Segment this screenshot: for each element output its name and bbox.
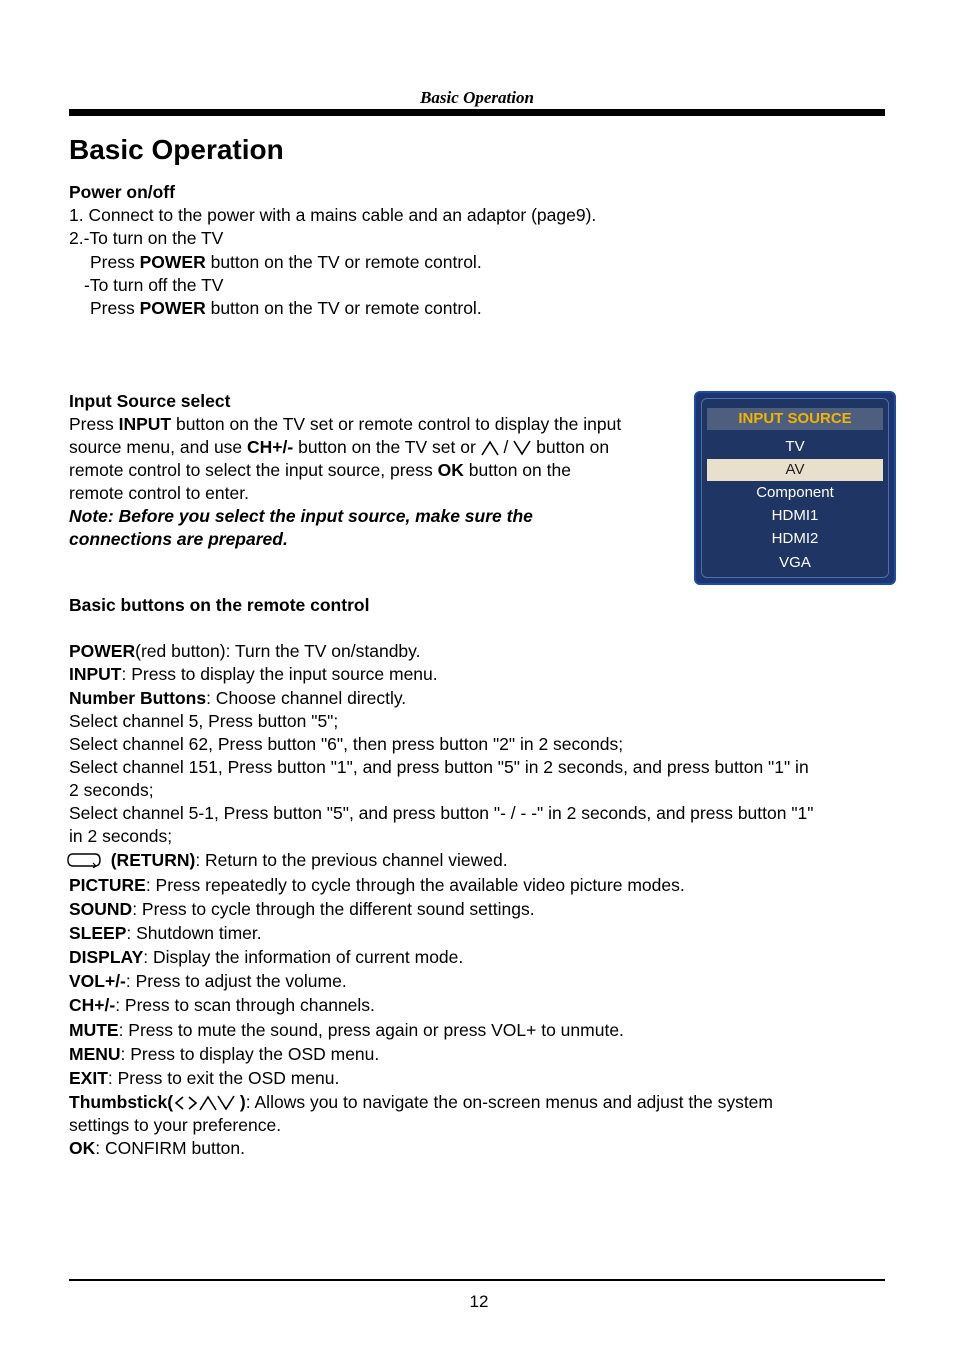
header-rule [69,109,885,116]
remote-thumbstick-cont: settings to your preference. [69,1115,282,1135]
up-arrow-icon [199,1095,217,1111]
osd-inner-frame [701,398,889,578]
remote-mute: MUTE: Press to mute the sound, press again or press VOL+ to unmute. [69,1020,624,1040]
remote-display: DISPLAY: Display the information of current mode. [69,947,464,967]
input-source-line-3: remote control to select the input source, press OK button on the [69,460,571,480]
remote-number-buttons: Number Buttons: Choose channel directly. [69,688,407,708]
remote-select-2: Select channel 62, Press button "6", then press button "2" in 2 seconds; [69,734,624,754]
osd-item-tv[interactable]: TV [785,438,805,455]
remote-vol: VOL+/-: Press to adjust the volume. [69,971,347,991]
osd-item-hdmi1[interactable]: HDMI1 [771,507,819,524]
page-number: 12 [469,1292,489,1311]
osd-title: INPUT SOURCE [707,408,883,430]
osd-item-component[interactable]: Component [756,484,834,501]
remote-select-3a: Select channel 151, Press button "1", and press button "5" in 2 seconds, and press button "1" in [69,757,809,777]
input-source-heading: Input Source select [69,391,231,411]
input-source-line-2: source menu, and use CH+/- button on the TV set or / button on [69,437,610,457]
input-source-note-2: connections are prepared. [69,529,288,549]
remote-thumbstick: Thumbstick( ): Allows you to navigate the on-screen menus and adjust the system [69,1092,773,1112]
remote-return: (RETURN): Return to the previous channel viewed. [67,849,508,872]
power-step-2: 2.-To turn on the TV [69,228,224,248]
osd-item-vga[interactable]: VGA [779,554,811,571]
osd-item-av[interactable]: AV [707,459,883,481]
remote-heading: Basic buttons on the remote control [69,595,370,615]
power-on-instruction: Press POWER button on the TV or remote control. [90,252,482,272]
input-source-line-4: remote control to enter. [69,483,249,503]
power-heading: Power on/off [69,182,175,202]
remote-ok: OK: CONFIRM button. [69,1138,246,1158]
right-arrow-icon [185,1095,199,1111]
up-arrow-icon [481,440,499,456]
input-source-note-1: Note: Before you select the input source, make sure the [69,506,533,526]
page-title: Basic Operation [69,134,284,165]
input-source-line-1: Press INPUT button on the TV set or remote control to display the input [69,414,622,434]
remote-select-1: Select channel 5, Press button "5"; [69,711,339,731]
power-step-1: 1. Connect to the power with a mains cable and an adaptor (page9). [69,205,597,225]
down-arrow-icon [513,440,531,456]
left-arrow-icon [173,1095,185,1111]
remote-select-3b: 2 seconds; [69,780,154,800]
remote-input: INPUT: Press to display the input source menu. [69,664,438,684]
remote-picture: PICTURE: Press repeatedly to cycle through the available video picture modes. [69,875,685,895]
down-arrow-icon [217,1095,235,1111]
remote-sleep: SLEEP: Shutdown timer. [69,923,262,943]
remote-power: POWER(red button): Turn the TV on/standby. [69,641,421,661]
running-header: Basic Operation [420,88,534,107]
power-off-instruction: Press POWER button on the TV or remote control. [90,298,482,318]
return-icon [67,852,101,868]
footer-rule [69,1279,885,1281]
input-source-osd-menu [694,391,896,585]
osd-item-hdmi2[interactable]: HDMI2 [771,530,819,547]
power-off-label: -To turn off the TV [84,275,224,295]
remote-select-4b: in 2 seconds; [69,826,173,846]
remote-ch: CH+/-: Press to scan through channels. [69,995,375,1015]
remote-select-4a: Select channel 5-1, Press button "5", and press button "- / - -" in 2 seconds, and press button "1" [69,803,814,823]
remote-exit: EXIT: Press to exit the OSD menu. [69,1068,340,1088]
remote-sound: SOUND: Press to cycle through the different sound settings. [69,899,535,919]
remote-menu: MENU: Press to display the OSD menu. [69,1044,380,1064]
